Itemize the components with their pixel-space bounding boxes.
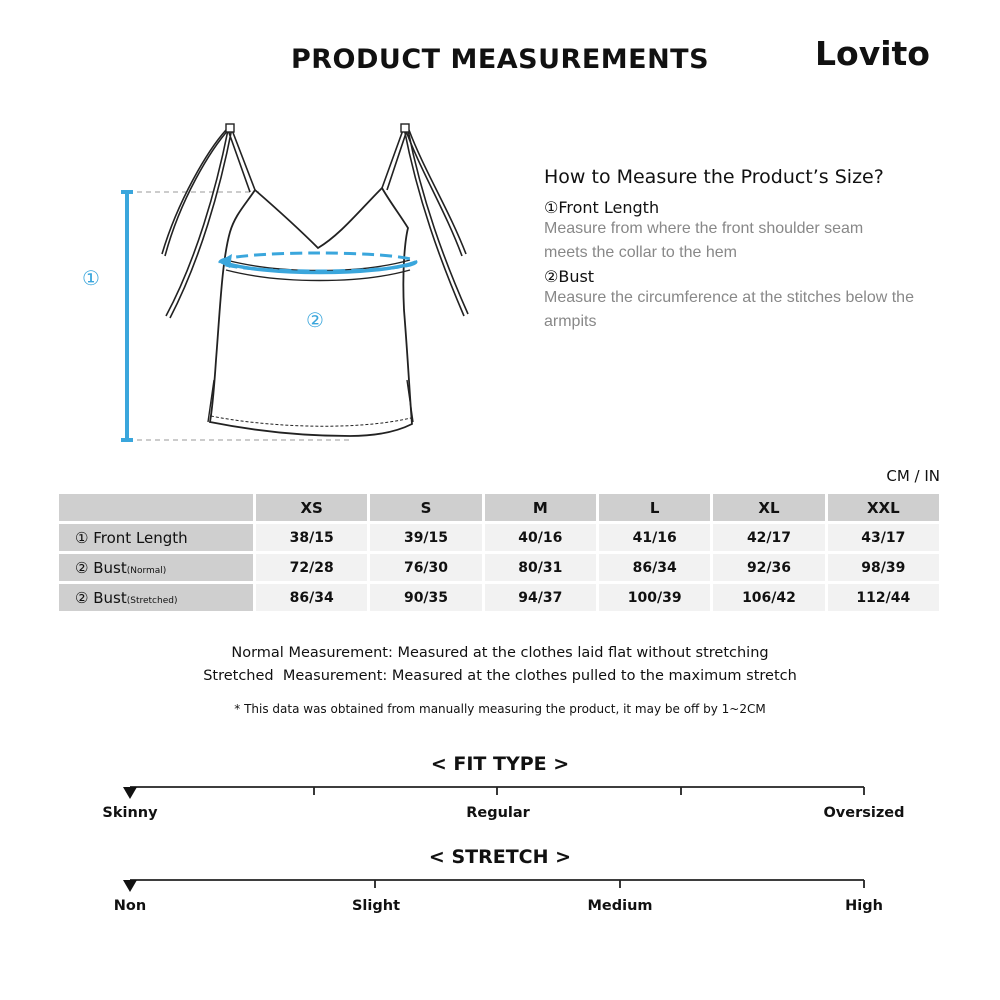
row-label-bust-stretched — [59, 584, 253, 611]
size-header-xxl: XXL — [828, 494, 939, 521]
camisole-illustration — [60, 110, 520, 460]
table-cell: 43/17 — [828, 524, 939, 551]
table-cell: 90/35 — [370, 584, 481, 611]
page-title: PRODUCT MEASUREMENTS — [290, 44, 710, 75]
row-label-front-length — [59, 524, 253, 551]
fit-label-oversized: Oversized — [823, 805, 905, 821]
stretch-title: < STRETCH > — [428, 846, 572, 868]
size-header-m: M — [485, 494, 596, 521]
row-label-bust-normal — [59, 554, 253, 581]
table-cell: 42/17 — [713, 524, 824, 551]
row-name: Bust — [93, 558, 127, 577]
front-length-marker: ① — [82, 266, 100, 290]
unit-label: CM / IN — [886, 467, 940, 485]
row-mark: ② — [75, 558, 89, 577]
table-row — [59, 584, 939, 611]
table-cell: 112/44 — [828, 584, 939, 611]
table-cell: 92/36 — [713, 554, 824, 581]
table-cell: 80/31 — [485, 554, 596, 581]
table-cell: 38/15 — [256, 524, 367, 551]
table-cell: 98/39 — [828, 554, 939, 581]
size-header-l: L — [599, 494, 710, 521]
fit-label-regular: Regular — [466, 805, 530, 821]
stretch-label-non: Non — [113, 898, 147, 914]
table-cell: 100/39 — [599, 584, 710, 611]
row-mark: ① — [75, 528, 89, 547]
brand-logo: Lovito — [815, 34, 930, 73]
table-cell: 94/37 — [485, 584, 596, 611]
row-sub: (Normal) — [126, 565, 167, 576]
stretch-scale — [100, 873, 900, 933]
bust-label: ②Bust — [544, 267, 595, 286]
fit-type-title: < FIT TYPE > — [430, 753, 570, 775]
measurement-notes — [0, 642, 1000, 688]
row-mark: ② — [75, 588, 89, 607]
fit-label-skinny: Skinny — [102, 805, 158, 821]
stretched-note: Stretched Measurement: Measured at the clothes pulled to the maximum stretch — [203, 668, 797, 684]
table-cell: 76/30 — [370, 554, 481, 581]
table-cell: 41/16 — [599, 524, 710, 551]
table-row — [59, 524, 939, 551]
fit-type-pointer-icon — [123, 787, 137, 799]
table-cell: 86/34 — [599, 554, 710, 581]
size-header-s: S — [370, 494, 481, 521]
row-sub: (Stretched) — [126, 595, 178, 606]
garment-diagram — [60, 110, 520, 460]
measure-guide — [544, 166, 964, 336]
row-name: Front Length — [93, 528, 188, 547]
normal-note: Normal Measurement: Measured at the clothes laid flat without stretching — [231, 645, 769, 661]
table-header-row — [59, 494, 939, 521]
table-cell: 72/28 — [256, 554, 367, 581]
table-cell: 39/15 — [370, 524, 481, 551]
size-header-xl: XL — [713, 494, 824, 521]
table-cell: 86/34 — [256, 584, 367, 611]
table-row — [59, 554, 939, 581]
front-length-label: ①Front Length — [544, 198, 660, 217]
size-table — [56, 491, 942, 614]
size-header-xs: XS — [256, 494, 367, 521]
front-length-description: Measure from where the front shoulder seam meets the collar to the hem — [544, 220, 864, 261]
table-cell: 106/42 — [713, 584, 824, 611]
stretch-label-high: High — [845, 898, 883, 914]
stretch-label-medium: Medium — [587, 898, 653, 914]
row-name: Bust — [93, 588, 127, 607]
bust-marker: ② — [306, 308, 324, 332]
measure-guide-title: How to Measure the Product’s Size? — [544, 166, 884, 188]
stretch-pointer-icon — [123, 880, 137, 892]
fit-type-scale — [100, 780, 905, 840]
stretch-label-slight: Slight — [351, 898, 401, 914]
stretch-axis — [100, 873, 900, 903]
bust-description: Measure the circumference at the stitches below the armpits — [544, 289, 914, 330]
table-corner-cell — [59, 494, 253, 521]
table-cell: 40/16 — [485, 524, 596, 551]
disclaimer: * This data was obtained from manually measuring the product, it may be off by 1~2CM — [234, 702, 766, 716]
